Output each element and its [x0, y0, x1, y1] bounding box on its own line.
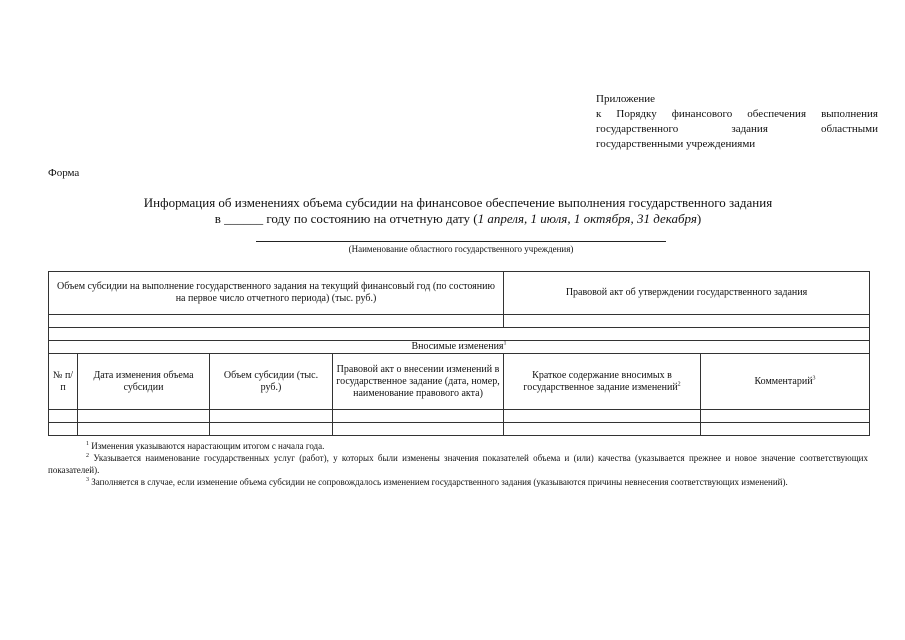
subsidy-volume-header: Объем субсидии на выполнение государственного задания на текущий финансовый год (по состоянию на первое число отчетного периода) (тыс. руб.)	[49, 272, 504, 315]
organization-caption: (Наименование областного государственного учреждения)	[348, 244, 574, 254]
appendix-line-2: к Порядку финансового обеспечения выполнения	[596, 108, 878, 120]
column-header-comment: Комментарий$^3$	[701, 354, 870, 410]
footnote-1: $^1$ Изменения указываются нарастающим итогом с начала года.	[86, 441, 325, 451]
column-header-summary: Краткое содержание вносимых в государственное задание изменений$^2$	[504, 354, 701, 410]
changes-header: Вносимые изменения$^1$	[49, 341, 870, 354]
table-header-row	[49, 272, 870, 315]
form-label: Форма	[48, 167, 80, 179]
column-header-row	[49, 354, 870, 410]
legal-act-cell[interactable]	[504, 315, 870, 328]
appendix-line-1: Приложение	[596, 93, 656, 105]
title-line-2: в ______ году по состоянию на отчетную дату (1 апреля, 1 июля, 1 октября, 31 декабря)	[214, 211, 702, 226]
footnote-2: $^2$ Указывается наименование государственных услуг (работ), у которых были изменены значения показателей объема и (или) качества (указывается прежнее и новое значение соответствующих показателей).	[48, 453, 868, 475]
table-spacer-row	[49, 328, 870, 341]
document-title	[48, 195, 868, 227]
subsidy-changes-table	[48, 271, 870, 436]
table-row	[49, 410, 870, 423]
appendix-line-4: государственными учреждениями	[596, 138, 756, 150]
subsidy-volume-cell[interactable]	[49, 315, 504, 328]
column-header-amendment-act: Правовой акт о внесении изменений в государственное задание (дата, номер, наименование правового акта)	[333, 354, 504, 410]
column-header-number: № п/п	[49, 354, 78, 410]
organization-name-line	[256, 241, 666, 242]
appendix-block	[596, 92, 878, 152]
reporting-dates: 1 апреля, 1 июля, 1 октября, 31 декабря	[477, 211, 697, 226]
column-header-change-date: Дата изменения объема субсидии	[78, 354, 210, 410]
table-row	[49, 423, 870, 436]
title-line-1: Информация об изменениях объема субсидии на финансовое обеспечение выполнения государственного задания	[143, 195, 773, 210]
footnotes	[48, 440, 868, 488]
column-header-subsidy-volume: Объем субсидии (тыс. руб.)	[210, 354, 333, 410]
table-row	[49, 315, 870, 328]
footnote-3: $^3$ Заполняется в случае, если изменение объема субсидии не сопровождалось изменением государственного задания (указываются причины невнесения соответствующих изменений).	[86, 477, 788, 487]
appendix-line-3: государственного задания областными	[596, 123, 878, 135]
changes-header-row	[49, 341, 870, 354]
legal-act-header: Правовой акт об утверждении государственного задания	[504, 272, 870, 315]
